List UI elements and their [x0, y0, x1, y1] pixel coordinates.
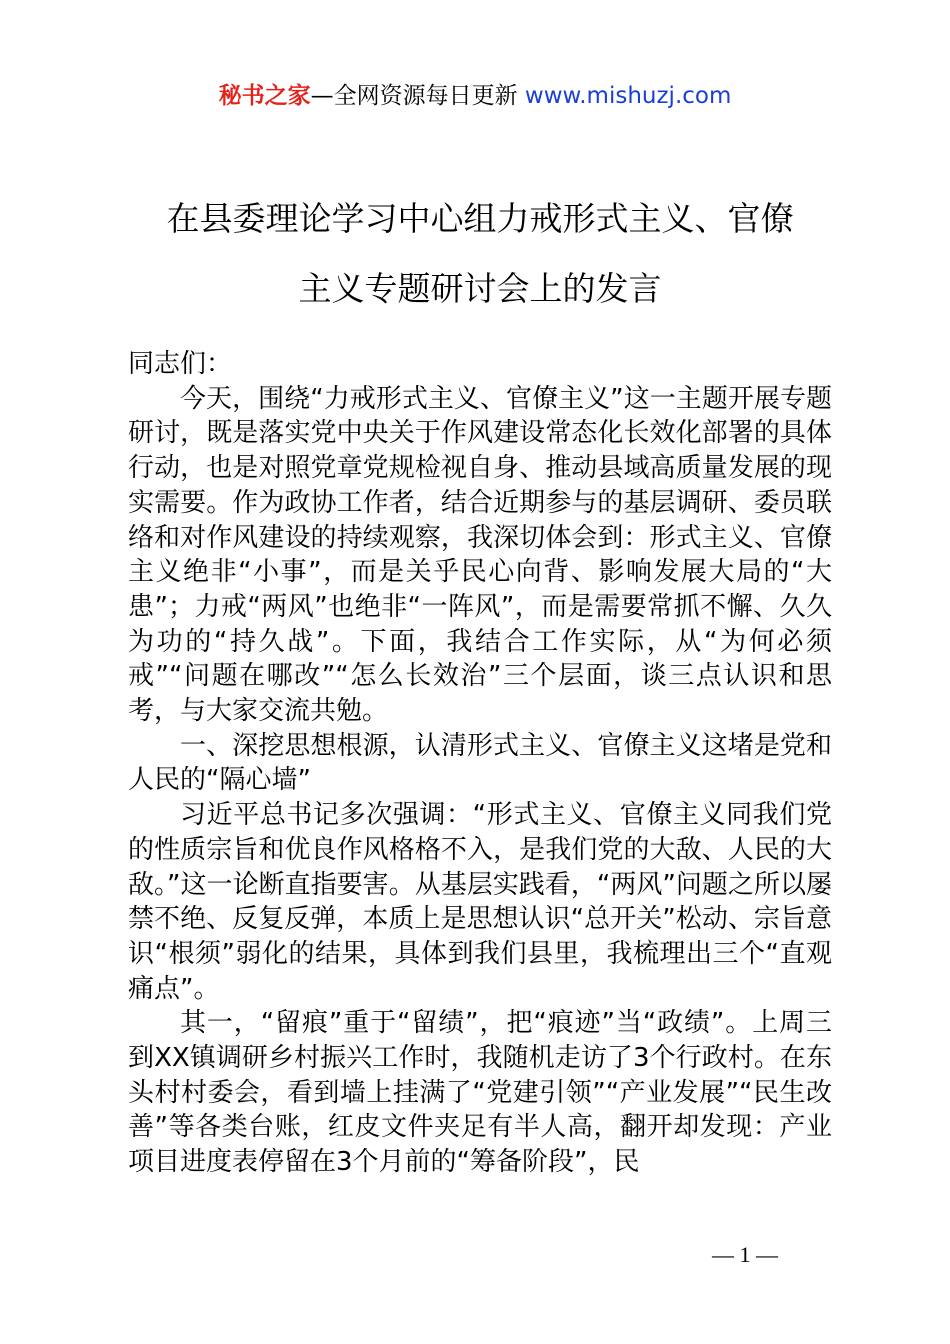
site-url-link[interactable]: www.mishuzj.com	[524, 83, 732, 109]
paragraph-point-1: 其一，“留痕”重于“留绩”，把“痕迹”当“政绩”。上周三到XX镇调研乡村振兴工作时，我随机走访了3个行政村。在东头村村委会，看到墙上挂满了“党建引领”“产业发展”“民生改善”等各类台账，红皮文件夹足有半人高，翻开却发现：产业项目进度表停留在3个月前的“筹备阶段”，民	[128, 1008, 832, 1178]
site-header	[0, 80, 950, 112]
site-tagline: —全网资源每日更新	[310, 83, 525, 109]
title-line-2: 主义专题研讨会上的发言	[298, 269, 662, 308]
section-heading-1: 一、深挖思想根源，认清形式主义、官僚主义这堵是党和人民的“隔心墙”	[128, 730, 832, 796]
page-number: — 1 —	[712, 1242, 778, 1267]
site-brand: 秘书之家	[218, 83, 311, 109]
paragraph-intro: 今天，围绕“力戒形式主义、官僚主义”这一主题开展专题研讨，既是落实党中央关于作风建设常态化长效化部署的具体行动，也是对照党章党规检视自身、推动县域高质量发展的现实需要。作为政协工作者，结合近期参与的基层调研、委员联络和对作风建设的持续观察，我深切体会到：形式主义、官僚主义绝非“小事”，而是关乎民心向背、影响发展大局的“大患”；力戒“两风”也绝非“一阵风”，而是需要常抓不懈、久久为功的“持久战”。下面，我结合工作实际，从“为何必须戒”“问题在哪改”“怎么长效治”三个层面，谈三点认识和思考，与大家交流共勉。	[128, 383, 832, 727]
paragraph-quote: 习近平总书记多次强调：“形式主义、官僚主义同我们党的性质宗旨和优良作风格格不入，是我们党的大敌、人民的大敌。”这一论断直指要害。从基层实践看，“两风”问题之所以屡禁不绝、反复反弹，本质上是思想认识“总开关”松动、宗旨意识“根须”弱化的结果，具体到我们县里，我梳理出三个“直观痛点”。	[128, 800, 832, 1004]
document-title	[128, 184, 832, 324]
document-body	[128, 347, 832, 1180]
title-line-1: 在县委理论学习中心组力戒形式主义、官僚	[166, 199, 794, 238]
greeting: 同志们：	[128, 349, 233, 379]
